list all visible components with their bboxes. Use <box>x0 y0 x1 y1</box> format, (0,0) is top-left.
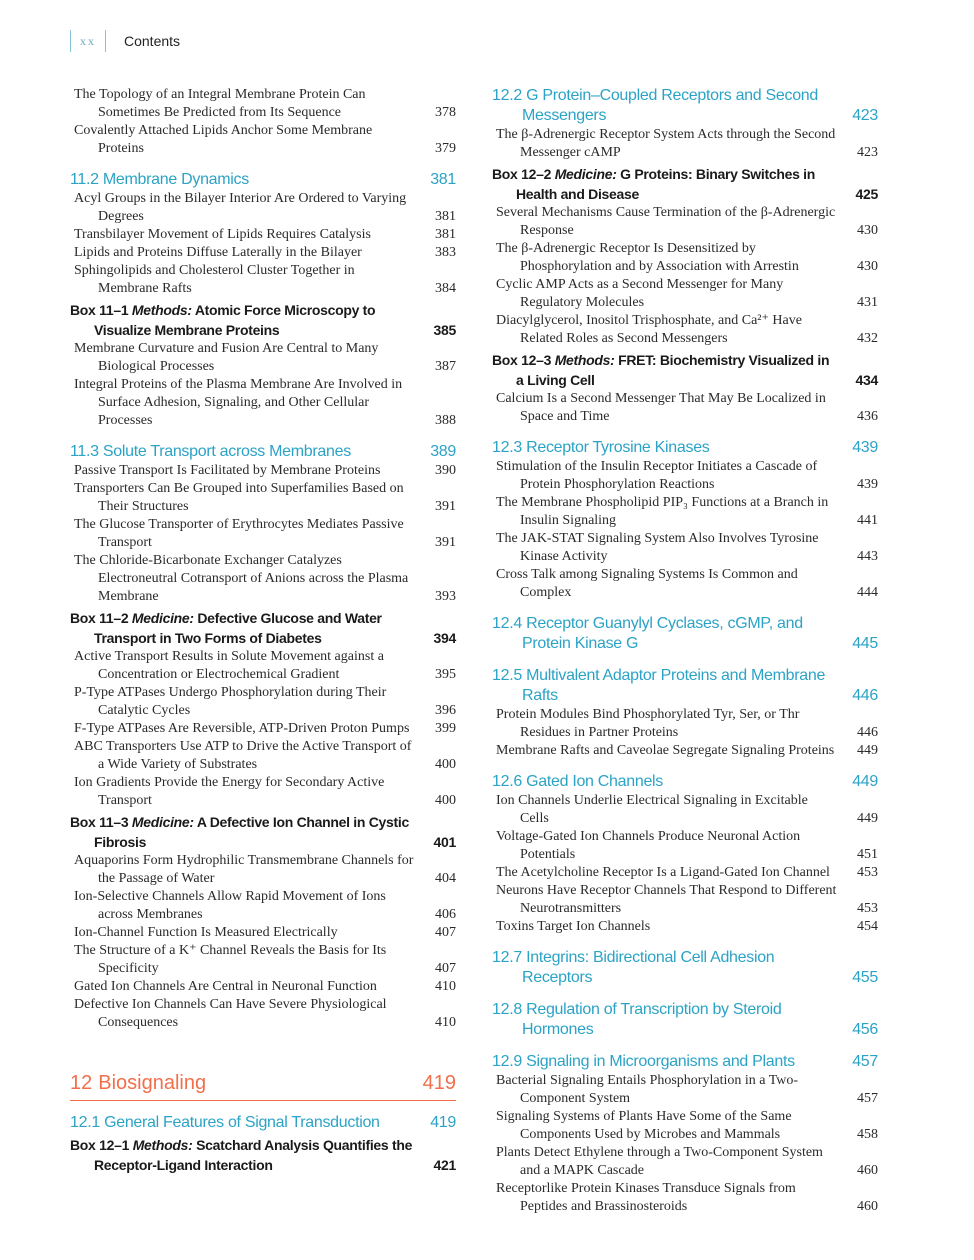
entry-title: Active Transport Results in Solute Movement against a Concentration or Electrochemical Gradient <box>74 649 384 682</box>
box-entry <box>70 608 456 648</box>
entry-title: Neurons Have Receptor Channels That Respond to Different Neurotransmitters <box>496 883 837 916</box>
box-page-number: 421 <box>433 1157 456 1173</box>
toc-entry <box>492 312 878 348</box>
toc-entry <box>492 1072 878 1108</box>
entry-title: Ion Gradients Provide the Energy for Secondary Active Transport <box>74 775 385 808</box>
entry-title: Several Mechanisms Cause Termination of the β-Adrenergic Response <box>496 205 836 238</box>
box-kind: Medicine: <box>554 166 617 182</box>
toc-entry <box>492 240 878 276</box>
entry-title: Receptorlike Protein Kinases Transduce Signals from Peptides and Brassinosteroids <box>496 1181 796 1214</box>
chapter-title: Biosignaling <box>98 1072 207 1094</box>
entry-page-number: 387 <box>435 359 456 374</box>
entry-page-number: 381 <box>435 209 456 224</box>
entry-title: The Membrane Phospholipid PIP₃ Functions at a Branch in Insulin Signaling <box>496 495 829 528</box>
section-title: 11.2 Membrane Dynamics <box>70 171 249 188</box>
section-heading <box>492 948 878 988</box>
entry-page-number: 431 <box>857 295 878 310</box>
entry-page-number: 379 <box>435 141 456 156</box>
section-title: 12.8 Regulation of Transcription by Steroid Hormones <box>492 1001 782 1038</box>
entry-page-number: 443 <box>857 549 878 564</box>
section-title: 12.4 Receptor Guanylyl Cyclases, cGMP, and Protein Kinase G <box>492 615 803 652</box>
entry-page-number: 453 <box>857 901 878 916</box>
toc-column-left <box>70 86 456 1175</box>
entry-page-number: 444 <box>857 585 878 600</box>
entry-page-number: 410 <box>435 979 456 994</box>
entry-title: Covalently Attached Lipids Anchor Some Membrane Proteins <box>74 123 373 156</box>
toc-entry <box>492 706 878 742</box>
toc-column-right <box>492 86 878 1216</box>
entry-title: The β-Adrenergic Receptor System Acts through the Second Messenger cAMP <box>496 127 836 160</box>
section-page-number: 381 <box>430 171 456 188</box>
box-title-group <box>70 300 416 340</box>
entry-title: Aquaporins Form Hydrophilic Transmembrane Channels for the Passage of Water <box>74 853 414 886</box>
toc-entry <box>70 774 456 810</box>
section-page-number: 445 <box>852 635 878 652</box>
entry-page-number: 400 <box>435 757 456 772</box>
box-title: Atomic Force Microscopy to Visualize Membrane Proteins <box>94 302 376 338</box>
entry-page-number: 396 <box>435 703 456 718</box>
entry-title: Membrane Curvature and Fusion Are Central to Many Biological Processes <box>74 341 379 374</box>
entry-title: Sphingolipids and Cholesterol Cluster Together in Membrane Rafts <box>74 263 355 296</box>
section-page-number: 449 <box>852 773 878 790</box>
box-page-number: 394 <box>433 630 456 646</box>
toc-entry <box>492 458 878 494</box>
toc-entry <box>492 864 878 882</box>
entry-title: The Chloride-Bicarbonate Exchanger Catalyzes Electroneutral Cotransport of Anions across the Plasma Membrane <box>74 553 409 604</box>
entry-title: Protein Modules Bind Phosphorylated Tyr, Ser, or Thr Residues in Partner Proteins <box>496 707 800 740</box>
chapter-heading <box>70 1070 456 1101</box>
section-title: 12.6 Gated Ion Channels <box>492 773 664 790</box>
entry-title: The Acetylcholine Receptor Is a Ligand-Gated Ion Channel <box>496 865 830 880</box>
toc-entry <box>70 996 456 1032</box>
entry-page-number: 446 <box>857 725 878 740</box>
section-title: 12.7 Integrins: Bidirectional Cell Adhesion Receptors <box>492 949 775 986</box>
entry-title: Bacterial Signaling Entails Phosphorylation in a Two-Component System <box>496 1073 799 1106</box>
entry-page-number: 460 <box>857 1163 878 1178</box>
chapter-page-number: 419 <box>422 1072 456 1094</box>
box-title-group <box>492 350 838 390</box>
section-page-number: 419 <box>430 1114 456 1131</box>
toc-entry <box>70 262 456 298</box>
entry-title: Passive Transport Is Facilitated by Membrane Proteins <box>74 463 381 478</box>
chapter-number: 12 <box>70 1072 93 1094</box>
entry-page-number: 430 <box>857 259 878 274</box>
section-title: 12.5 Multivalent Adaptor Proteins and Membrane Rafts <box>492 667 826 704</box>
box-title-group <box>492 164 838 204</box>
entry-page-number: 410 <box>435 1015 456 1030</box>
section-page-number: 439 <box>852 439 878 456</box>
toc-entry <box>70 86 456 122</box>
box-entry <box>70 812 456 852</box>
entry-title: Acyl Groups in the Bilayer Interior Are Ordered to Varying Degrees <box>74 191 407 224</box>
entry-page-number: 451 <box>857 847 878 862</box>
section-heading <box>492 1000 878 1040</box>
toc-entry <box>492 390 878 426</box>
entry-page-number: 406 <box>435 907 456 922</box>
entry-page-number: 407 <box>435 961 456 976</box>
toc-entry <box>492 882 878 918</box>
section-title: 12.1 General Features of Signal Transduction <box>70 1114 380 1131</box>
section-heading <box>70 1113 456 1133</box>
entry-page-number: 458 <box>857 1127 878 1142</box>
section-heading <box>70 170 456 190</box>
box-label: Box 12–3 <box>492 352 552 368</box>
running-title: Contents <box>124 33 181 49</box>
toc-entry <box>70 190 456 226</box>
box-title-group <box>70 608 416 648</box>
entry-page-number: 449 <box>857 743 878 758</box>
entry-page-number: 453 <box>857 865 878 880</box>
toc-entry <box>70 738 456 774</box>
section-page-number: 455 <box>852 969 878 986</box>
box-label: Box 12–1 <box>70 1137 130 1153</box>
section-heading <box>492 438 878 458</box>
box-entry <box>70 300 456 340</box>
entry-title: Calcium Is a Second Messenger That May Be Localized in Space and Time <box>496 391 826 424</box>
toc-entry <box>70 552 456 606</box>
entry-title: Transbilayer Movement of Lipids Requires Catalysis <box>74 227 371 242</box>
entry-page-number: 439 <box>857 477 878 492</box>
entry-page-number: 388 <box>435 413 456 428</box>
toc-entry <box>492 742 878 760</box>
entry-title: Membrane Rafts and Caveolae Segregate Signaling Proteins <box>496 743 835 758</box>
entry-page-number: 436 <box>857 409 878 424</box>
toc-entry <box>492 828 878 864</box>
section-page-number: 446 <box>852 687 878 704</box>
toc-entry <box>70 720 456 738</box>
section-heading <box>492 772 878 792</box>
box-page-number: 434 <box>855 372 878 388</box>
entry-title: The Glucose Transporter of Erythrocytes Mediates Passive Transport <box>74 517 404 550</box>
section-page-number: 423 <box>852 107 878 124</box>
entry-title: The Topology of an Integral Membrane Protein Can Sometimes Be Predicted from Its Sequence <box>74 87 366 120</box>
toc-entry <box>492 276 878 312</box>
toc-entry <box>70 516 456 552</box>
section-heading <box>70 442 456 462</box>
box-page-number: 401 <box>433 834 456 850</box>
entry-title: Signaling Systems of Plants Have Some of the Same Components Used by Microbes and Mammals <box>496 1109 792 1142</box>
entry-page-number: 460 <box>857 1199 878 1214</box>
entry-title: Diacylglycerol, Inositol Trisphosphate, and Ca²⁺ Have Related Roles as Second Messengers <box>496 313 802 346</box>
box-label: Box 11–2 <box>70 610 129 626</box>
toc-entry <box>492 204 878 240</box>
entry-title: Cross Talk among Signaling Systems Is Common and Complex <box>496 567 798 600</box>
box-label: Box 12–2 <box>492 166 552 182</box>
entry-page-number: 399 <box>435 721 456 736</box>
section-title: 12.3 Receptor Tyrosine Kinases <box>492 439 710 456</box>
entry-page-number: 404 <box>435 871 456 886</box>
entry-page-number: 395 <box>435 667 456 682</box>
entry-page-number: 449 <box>857 811 878 826</box>
toc-entry <box>70 888 456 924</box>
toc-entry <box>492 126 878 162</box>
entry-title: Plants Detect Ethylene through a Two-Component System and a MAPK Cascade <box>496 1145 823 1178</box>
entry-page-number: 430 <box>857 223 878 238</box>
toc-entry <box>70 684 456 720</box>
box-title: A Defective Ion Channel in Cystic Fibrosis <box>94 814 409 850</box>
toc-entry <box>492 918 878 936</box>
entry-page-number: 454 <box>857 919 878 934</box>
toc-entry <box>70 244 456 262</box>
section-title: 11.3 Solute Transport across Membranes <box>70 443 351 460</box>
entry-page-number: 390 <box>435 463 456 478</box>
section-title: 12.2 G Protein–Coupled Receptors and Second Messengers <box>492 87 818 124</box>
entry-title: P-Type ATPases Undergo Phosphorylation during Their Catalytic Cycles <box>74 685 387 718</box>
box-kind: Medicine: <box>131 610 194 626</box>
box-title: Scatchard Analysis Quantifies the Receptor-Ligand Interaction <box>94 1137 413 1173</box>
entry-title: The β-Adrenergic Receptor Is Desensitized by Phosphorylation and by Association with Arrestin <box>496 241 799 274</box>
entry-title: ABC Transporters Use ATP to Drive the Active Transport of a Wide Variety of Substrates <box>74 739 412 772</box>
box-title: Defective Glucose and Water Transport in Two Forms of Diabetes <box>94 610 382 646</box>
box-title-group <box>70 1135 416 1175</box>
entry-title: Toxins Target Ion Channels <box>496 919 651 934</box>
toc-entry <box>492 792 878 828</box>
entry-page-number: 384 <box>435 281 456 296</box>
section-heading <box>492 666 878 706</box>
toc-entry <box>492 530 878 566</box>
section-heading <box>492 614 878 654</box>
entry-title: Gated Ion Channels Are Central in Neuronal Function <box>74 979 377 994</box>
toc-entry <box>492 1180 878 1216</box>
entry-title: Ion-Channel Function Is Measured Electrically <box>74 925 338 940</box>
box-kind: Medicine: <box>131 814 194 830</box>
entry-page-number: 378 <box>435 105 456 120</box>
toc-entry <box>70 480 456 516</box>
toc-entry <box>492 1144 878 1180</box>
entry-page-number: 391 <box>435 535 456 550</box>
box-entry <box>492 350 878 390</box>
page-header <box>70 28 180 54</box>
section-page-number: 457 <box>852 1053 878 1070</box>
toc-entry <box>70 924 456 942</box>
toc-entry <box>70 340 456 376</box>
box-title: FRET: Biochemistry Visualized in a Living Cell <box>516 352 830 388</box>
toc-entry <box>70 978 456 996</box>
box-label: Box 11–3 <box>70 814 129 830</box>
entry-title: Integral Proteins of the Plasma Membrane Are Involved in Surface Adhesion, Signaling, and Other Cellular Processes <box>74 377 403 428</box>
box-entry <box>70 1135 456 1175</box>
box-kind: Methods: <box>132 1137 193 1153</box>
toc-entry <box>70 462 456 480</box>
section-heading <box>492 86 878 126</box>
section-page-number: 389 <box>430 443 456 460</box>
entry-title: Cyclic AMP Acts as a Second Messenger for Many Regulatory Molecules <box>496 277 784 310</box>
entry-title: Ion-Selective Channels Allow Rapid Movement of Ions across Membranes <box>74 889 386 922</box>
toc-entry <box>70 852 456 888</box>
entry-title: Lipids and Proteins Diffuse Laterally in the Bilayer <box>74 245 362 260</box>
page-number: xx <box>70 30 106 52</box>
entry-title: The Structure of a K⁺ Channel Reveals the Basis for Its Specificity <box>74 943 387 976</box>
toc-entry <box>70 942 456 978</box>
box-kind: Methods: <box>131 302 192 318</box>
toc-entry <box>492 494 878 530</box>
entry-title: F-Type ATPases Are Reversible, ATP-Driven Proton Pumps <box>74 721 410 736</box>
box-label: Box 11–1 <box>70 302 129 318</box>
toc-entry <box>492 1108 878 1144</box>
box-entry <box>492 164 878 204</box>
entry-page-number: 407 <box>435 925 456 940</box>
box-title: G Proteins: Binary Switches in Health and Disease <box>516 166 815 202</box>
entry-page-number: 457 <box>857 1091 878 1106</box>
entry-page-number: 423 <box>857 145 878 160</box>
box-page-number: 385 <box>433 322 456 338</box>
entry-title: Transporters Can Be Grouped into Superfamilies Based on Their Structures <box>74 481 404 514</box>
entry-title: Voltage-Gated Ion Channels Produce Neuronal Action Potentials <box>496 829 801 862</box>
entry-page-number: 381 <box>435 227 456 242</box>
entry-title: Ion Channels Underlie Electrical Signaling in Excitable Cells <box>496 793 808 826</box>
entry-page-number: 383 <box>435 245 456 260</box>
entry-page-number: 393 <box>435 589 456 604</box>
entry-page-number: 432 <box>857 331 878 346</box>
section-heading <box>492 1052 878 1072</box>
box-page-number: 425 <box>855 186 878 202</box>
box-title-group <box>70 812 416 852</box>
entry-title: Defective Ion Channels Can Have Severe Physiological Consequences <box>74 997 387 1030</box>
section-title: 12.9 Signaling in Microorganisms and Plants <box>492 1053 795 1070</box>
toc-entry <box>70 122 456 158</box>
entry-page-number: 400 <box>435 793 456 808</box>
entry-page-number: 391 <box>435 499 456 514</box>
toc-entry <box>492 566 878 602</box>
toc-entry <box>70 648 456 684</box>
toc-entry <box>70 376 456 430</box>
entry-title: The JAK-STAT Signaling System Also Involves Tyrosine Kinase Activity <box>496 531 819 564</box>
box-kind: Methods: <box>554 352 615 368</box>
entry-title: Stimulation of the Insulin Receptor Initiates a Cascade of Protein Phosphorylation Reactions <box>496 459 818 492</box>
entry-page-number: 441 <box>857 513 878 528</box>
toc-entry <box>70 226 456 244</box>
section-page-number: 456 <box>852 1021 878 1038</box>
